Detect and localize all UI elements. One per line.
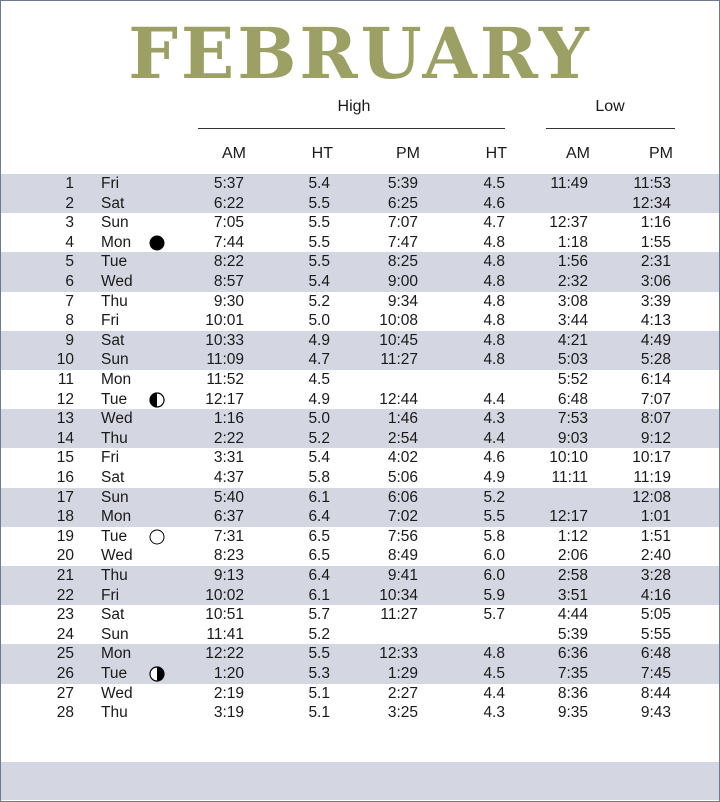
header-high-ht-pm: HT — [485, 145, 507, 162]
row-weekday: Mon — [101, 371, 132, 388]
low-group-rule — [546, 128, 675, 129]
row-low-am-time: 2:06 — [557, 547, 588, 565]
row-high-am-height: 5.1 — [308, 684, 330, 702]
row-high-pm-time: 1:29 — [387, 665, 418, 682]
row-day: 15 — [56, 449, 74, 467]
row-high-am-time: 1:16 — [213, 410, 244, 428]
table-row — [0, 272, 720, 292]
row-low-pm-time: 9:12 — [640, 429, 671, 447]
row-low-pm-time: 4:13 — [640, 312, 671, 330]
row-high-am-height: 5.2 — [308, 625, 330, 643]
row-day: 10 — [56, 351, 74, 369]
table-row — [0, 566, 720, 586]
row-high-am-height: 5.1 — [308, 704, 330, 722]
row-high-pm-height: 4.6 — [483, 449, 505, 467]
row-high-am-time: 7:05 — [213, 214, 244, 232]
table-row — [0, 390, 720, 410]
row-weekday: Tue — [101, 253, 128, 271]
row-high-am-time: 10:02 — [205, 586, 244, 604]
low-group-label: Low — [595, 98, 625, 115]
row-weekday: Wed — [101, 410, 133, 428]
table-row — [0, 684, 720, 704]
row-high-am-height: 5.2 — [308, 429, 330, 447]
row-weekday: Wed — [101, 684, 133, 702]
row-weekday: Sun — [101, 488, 129, 506]
table-row — [0, 370, 720, 390]
header-high-am: AM — [222, 145, 246, 162]
row-day: 24 — [56, 625, 74, 643]
row-high-pm-height: 4.4 — [483, 429, 505, 447]
table-row — [0, 605, 720, 625]
row-weekday: Fri — [101, 586, 120, 604]
row-high-am-time: 5:40 — [213, 488, 244, 506]
table-row — [0, 507, 720, 527]
row-high-am-height: 5.0 — [308, 410, 330, 428]
row-low-pm-time: 2:40 — [640, 547, 671, 565]
header-low-pm: PM — [649, 145, 673, 162]
row-weekday: Sat — [101, 194, 125, 212]
row-low-am-time: 5:52 — [557, 371, 588, 388]
row-high-am-height: 5.5 — [308, 214, 330, 232]
row-weekday: Sun — [101, 625, 129, 643]
row-high-pm-time: 8:49 — [387, 547, 418, 565]
row-low-am-time: 2:58 — [557, 567, 588, 584]
high-group-rule — [198, 128, 505, 129]
row-day: 8 — [65, 312, 74, 330]
row-day: 9 — [65, 331, 74, 349]
row-high-am-height: 5.3 — [308, 665, 330, 682]
row-high-pm-time: 5:39 — [387, 175, 418, 192]
row-high-am-height: 6.4 — [308, 508, 330, 526]
row-high-am-time: 8:23 — [213, 547, 244, 565]
row-low-pm-time: 4:16 — [640, 586, 671, 604]
row-low-am-time: 2:32 — [557, 273, 588, 290]
table-row — [0, 409, 720, 429]
row-low-am-time: 6:36 — [557, 645, 588, 663]
table-row — [0, 664, 720, 684]
row-high-am-height: 5.8 — [308, 469, 330, 486]
row-day: 18 — [56, 508, 74, 526]
row-high-pm-height: 5.5 — [483, 508, 505, 526]
row-day: 14 — [56, 429, 74, 447]
row-high-pm-time: 12:33 — [379, 645, 418, 663]
table-row — [0, 331, 720, 351]
table-row — [0, 527, 720, 547]
row-low-am-time: 1:12 — [557, 527, 588, 545]
row-low-pm-time: 6:14 — [640, 371, 671, 388]
row-high-pm-height: 4.5 — [483, 175, 505, 192]
row-weekday: Sat — [101, 331, 125, 349]
row-weekday: Thu — [101, 704, 128, 722]
row-day: 1 — [65, 175, 74, 192]
row-high-pm-height: 6.0 — [483, 567, 505, 584]
row-high-pm-time: 8:25 — [387, 253, 418, 271]
row-high-pm-time: 6:06 — [387, 488, 418, 506]
row-weekday: Mon — [101, 508, 132, 526]
full-moon-icon — [149, 529, 165, 545]
row-low-pm-time: 4:49 — [640, 331, 671, 349]
row-high-pm-height: 5.2 — [483, 488, 505, 506]
row-low-pm-time: 12:34 — [632, 194, 671, 212]
row-day: 21 — [56, 567, 74, 584]
row-low-pm-time: 3:06 — [640, 273, 671, 290]
row-high-am-height: 6.5 — [308, 547, 330, 565]
row-high-pm-time: 11:27 — [380, 351, 418, 369]
row-high-pm-time: 7:02 — [387, 508, 418, 526]
row-high-am-time: 10:01 — [205, 312, 244, 330]
row-high-am-height: 5.2 — [308, 292, 330, 310]
row-high-pm-height: 4.8 — [483, 233, 505, 251]
row-high-pm-height: 4.8 — [483, 312, 505, 330]
row-high-am-time: 1:20 — [213, 665, 244, 682]
row-high-pm-time: 10:45 — [379, 331, 418, 349]
row-low-pm-time: 12:08 — [632, 488, 671, 506]
row-high-am-time: 7:44 — [213, 233, 244, 251]
row-high-am-height: 5.4 — [308, 175, 330, 192]
row-day: 13 — [56, 410, 74, 428]
row-weekday: Sat — [101, 606, 125, 624]
row-high-pm-time: 3:25 — [387, 704, 418, 722]
row-high-am-time: 9:30 — [213, 292, 244, 310]
row-high-pm-time: 9:34 — [387, 292, 418, 310]
row-weekday: Thu — [101, 429, 128, 447]
row-day: 20 — [56, 547, 74, 565]
row-low-pm-time: 6:48 — [640, 645, 671, 663]
table-row — [0, 586, 720, 606]
row-weekday: Mon — [101, 233, 132, 251]
row-high-pm-height: 4.7 — [483, 214, 505, 232]
table-row — [0, 213, 720, 233]
row-low-am-time: 5:03 — [557, 351, 588, 369]
row-weekday: Sat — [101, 469, 125, 486]
row-high-am-time: 11:41 — [206, 625, 244, 643]
row-high-pm-height: 4.8 — [483, 351, 505, 369]
row-low-pm-time: 9:43 — [640, 704, 671, 722]
row-high-am-time: 7:31 — [213, 527, 244, 545]
row-low-am-time: 3:08 — [557, 292, 588, 310]
row-high-pm-height: 4.3 — [483, 704, 505, 722]
row-high-pm-time: 5:06 — [387, 469, 418, 486]
row-high-am-height: 5.4 — [308, 449, 330, 467]
row-high-am-height: 6.1 — [308, 586, 330, 604]
row-low-am-time: 7:35 — [557, 665, 588, 682]
row-high-am-time: 8:22 — [213, 253, 244, 271]
row-high-pm-height: 4.3 — [483, 410, 505, 428]
table-row — [0, 252, 720, 272]
row-high-am-height: 5.5 — [308, 194, 330, 212]
row-day: 22 — [56, 586, 74, 604]
row-high-am-height: 6.5 — [308, 527, 330, 545]
row-day: 28 — [56, 704, 74, 722]
row-high-pm-height: 4.8 — [483, 253, 505, 271]
row-low-am-time: 3:51 — [557, 586, 588, 604]
row-low-pm-time: 1:01 — [640, 508, 671, 526]
row-high-pm-time: 7:56 — [387, 527, 418, 545]
row-high-pm-time: 6:25 — [387, 194, 418, 212]
row-low-pm-time: 1:55 — [640, 233, 671, 251]
row-high-am-time: 8:57 — [213, 273, 244, 290]
row-low-pm-time: 5:55 — [640, 625, 671, 643]
row-low-am-time: 9:03 — [557, 429, 588, 447]
row-high-pm-height: 5.9 — [483, 586, 505, 604]
row-day: 25 — [56, 645, 74, 663]
table-row — [0, 546, 720, 566]
row-high-am-time: 4:37 — [213, 469, 244, 486]
row-high-am-time: 3:19 — [213, 704, 244, 722]
row-weekday: Wed — [101, 547, 133, 565]
row-high-pm-time: 10:08 — [379, 312, 418, 330]
row-day: 5 — [65, 253, 74, 271]
table-row — [0, 350, 720, 370]
row-high-am-height: 4.9 — [308, 390, 330, 408]
new-moon-icon — [149, 235, 165, 251]
row-low-pm-time: 8:44 — [640, 684, 671, 702]
row-low-am-time: 5:39 — [557, 625, 588, 643]
row-weekday: Mon — [101, 645, 132, 663]
row-day: 3 — [65, 214, 74, 232]
month-title: FEBRUARY — [128, 12, 592, 95]
row-low-pm-time: 7:45 — [640, 665, 671, 682]
row-high-pm-height: 4.5 — [483, 665, 505, 682]
table-row — [0, 625, 720, 645]
row-day: 12 — [56, 390, 74, 408]
header-low-am: AM — [566, 145, 590, 162]
row-day: 11 — [57, 371, 74, 388]
row-low-am-time: 3:44 — [557, 312, 588, 330]
row-low-am-time: 8:36 — [557, 684, 588, 702]
row-weekday: Thu — [101, 567, 128, 584]
row-weekday: Thu — [101, 292, 128, 310]
row-high-am-height: 6.1 — [308, 488, 330, 506]
row-low-am-time: 1:18 — [557, 233, 588, 251]
row-low-am-time: 12:37 — [549, 214, 588, 232]
row-weekday: Fri — [101, 449, 120, 467]
footer-band — [1, 762, 719, 800]
row-high-am-height: 5.0 — [308, 312, 330, 330]
row-high-pm-height: 5.7 — [483, 606, 505, 624]
row-high-pm-time: 9:41 — [387, 567, 418, 584]
row-high-pm-height: 4.9 — [483, 469, 505, 486]
row-high-pm-time: 2:27 — [387, 684, 418, 702]
row-weekday: Tue — [101, 665, 128, 682]
row-weekday: Fri — [101, 175, 120, 192]
table-row — [0, 311, 720, 331]
row-low-pm-time: 2:31 — [640, 253, 671, 271]
row-low-pm-time: 1:16 — [640, 214, 671, 232]
row-high-am-height: 4.9 — [308, 331, 330, 349]
row-high-pm-height: 4.8 — [483, 273, 505, 290]
row-day: 4 — [65, 233, 74, 251]
row-low-pm-time: 5:28 — [640, 351, 671, 369]
row-high-pm-time: 9:00 — [387, 273, 418, 290]
row-day: 6 — [65, 273, 74, 290]
header-high-ht-am: HT — [311, 145, 333, 162]
row-low-am-time: 11:49 — [550, 175, 588, 192]
row-high-pm-time: 12:44 — [379, 390, 418, 408]
row-high-pm-height: 4.4 — [483, 684, 505, 702]
row-low-pm-time: 11:53 — [633, 175, 671, 192]
row-high-am-height: 5.5 — [308, 645, 330, 663]
row-high-am-time: 10:51 — [205, 606, 244, 624]
row-low-pm-time: 5:05 — [640, 606, 671, 624]
row-high-am-time: 2:19 — [213, 684, 244, 702]
row-day: 17 — [56, 488, 74, 506]
table-row — [0, 488, 720, 508]
row-high-am-height: 5.5 — [308, 233, 330, 251]
row-high-pm-height: 5.8 — [483, 527, 505, 545]
row-high-pm-time: 4:02 — [387, 449, 418, 467]
row-high-pm-time: 7:47 — [387, 233, 418, 251]
row-high-pm-time: 10:34 — [379, 586, 418, 604]
row-low-am-time: 9:35 — [557, 704, 588, 722]
table-row — [0, 292, 720, 312]
table-row — [0, 644, 720, 664]
row-day: 19 — [56, 527, 74, 545]
row-high-pm-height: 4.8 — [483, 645, 505, 663]
row-low-am-time: 4:44 — [557, 606, 588, 624]
row-high-am-time: 11:09 — [206, 351, 244, 369]
header-high-pm: PM — [396, 145, 420, 162]
row-low-pm-time: 8:07 — [640, 410, 671, 428]
row-weekday: Fri — [101, 312, 120, 330]
table-row — [0, 703, 720, 723]
row-high-am-time: 6:22 — [213, 194, 244, 212]
row-weekday: Tue — [101, 527, 128, 545]
row-high-pm-height: 4.6 — [483, 194, 505, 212]
row-high-pm-height: 6.0 — [483, 547, 505, 565]
row-high-pm-time: 2:54 — [387, 429, 418, 447]
row-high-am-height: 4.5 — [308, 371, 330, 388]
row-high-am-time: 12:22 — [205, 645, 244, 663]
last-quarter-moon-icon — [149, 666, 165, 682]
row-low-am-time: 6:48 — [557, 390, 588, 408]
table-row — [0, 233, 720, 253]
row-day: 27 — [56, 684, 74, 702]
row-high-am-time: 10:33 — [205, 331, 244, 349]
table-row — [0, 174, 720, 194]
row-high-am-height: 6.4 — [308, 567, 330, 584]
row-low-pm-time: 11:19 — [633, 469, 671, 486]
table-row — [0, 448, 720, 468]
row-low-am-time: 11:11 — [551, 469, 588, 486]
row-high-am-height: 5.4 — [308, 273, 330, 290]
row-low-am-time: 10:10 — [549, 449, 588, 467]
row-high-pm-height: 4.4 — [483, 390, 505, 408]
row-weekday: Wed — [101, 273, 133, 290]
row-low-pm-time: 10:17 — [632, 449, 671, 467]
row-low-am-time: 12:17 — [549, 508, 588, 526]
row-high-am-time: 6:37 — [213, 508, 244, 526]
row-high-am-time: 5:37 — [213, 175, 244, 192]
row-high-pm-height: 4.8 — [483, 331, 505, 349]
row-day: 23 — [56, 606, 74, 624]
row-low-pm-time: 1:51 — [640, 527, 671, 545]
row-day: 7 — [65, 292, 74, 310]
table-row — [0, 429, 720, 449]
row-weekday: Tue — [101, 390, 128, 408]
row-high-pm-time: 7:07 — [387, 214, 418, 232]
table-row — [0, 194, 720, 214]
row-low-pm-time: 7:07 — [640, 390, 671, 408]
high-group-label: High — [337, 98, 371, 115]
row-weekday: Sun — [101, 351, 129, 369]
row-high-am-height: 5.5 — [308, 253, 330, 271]
row-day: 26 — [56, 665, 74, 682]
first-quarter-moon-icon — [149, 392, 165, 408]
row-high-am-height: 4.7 — [308, 351, 330, 369]
row-low-am-time: 1:56 — [557, 253, 588, 271]
row-day: 16 — [56, 469, 74, 486]
row-high-am-time: 11:52 — [206, 371, 244, 388]
row-high-pm-time: 1:46 — [387, 410, 418, 428]
row-low-am-time: 4:21 — [557, 331, 588, 349]
row-high-am-time: 9:13 — [213, 567, 244, 584]
row-low-pm-time: 3:28 — [640, 567, 671, 584]
row-high-pm-height: 4.8 — [483, 292, 505, 310]
row-high-am-time: 12:17 — [205, 390, 244, 408]
row-day: 2 — [65, 194, 74, 212]
row-low-pm-time: 3:39 — [640, 292, 671, 310]
row-high-am-time: 3:31 — [213, 449, 244, 467]
table-row — [0, 468, 720, 488]
row-high-am-height: 5.7 — [308, 606, 330, 624]
row-high-pm-time: 11:27 — [380, 606, 418, 624]
row-weekday: Sun — [101, 214, 129, 232]
row-high-am-time: 2:22 — [213, 429, 244, 447]
row-low-am-time: 7:53 — [557, 410, 588, 428]
